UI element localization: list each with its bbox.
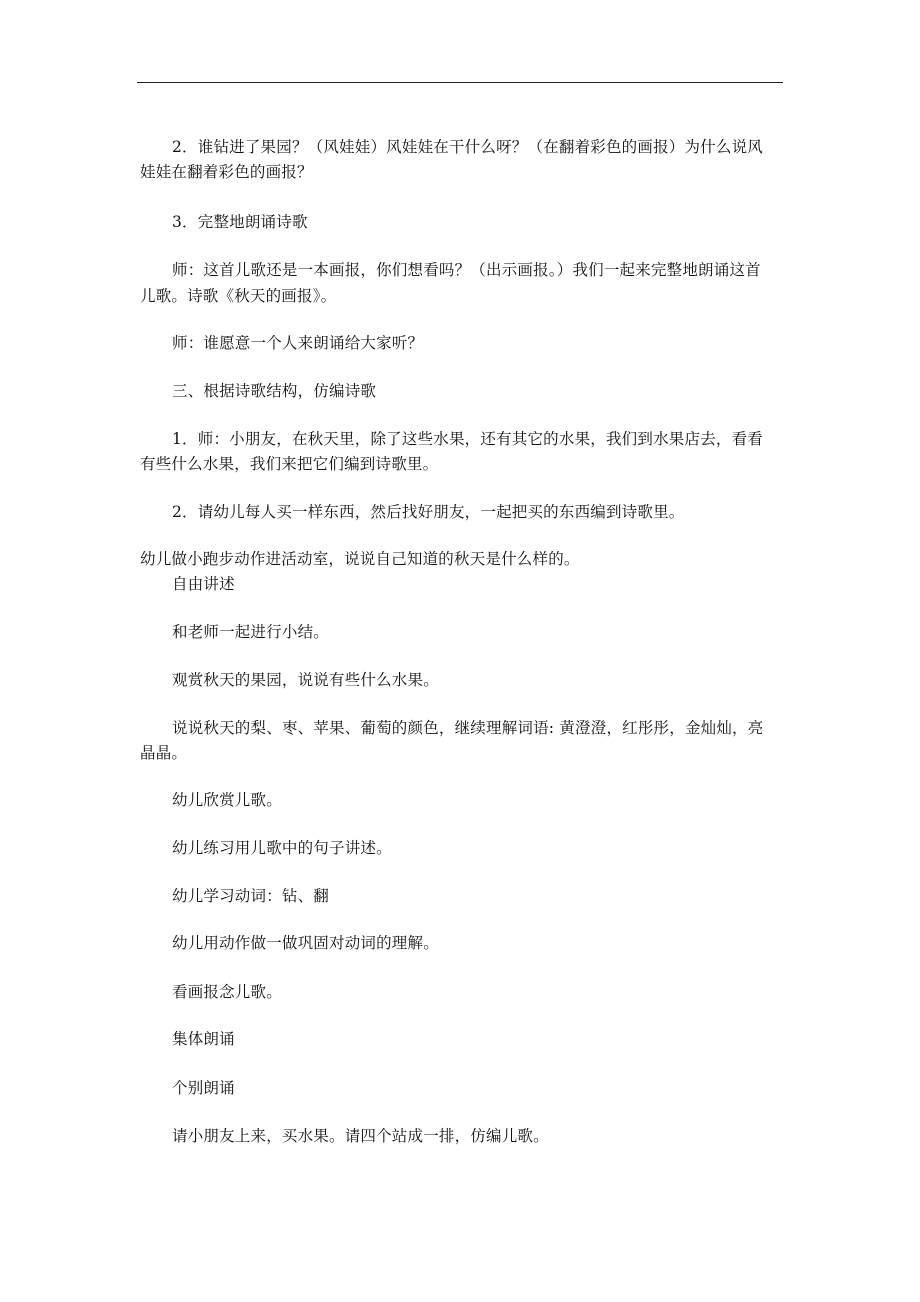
text-line: 幼儿练习用儿歌中的句子讲述。 [172, 839, 392, 857]
section-heading: 三、根据诗歌结构，仿编诗歌 [172, 382, 377, 400]
text-line: 和老师一起进行小结。 [172, 623, 330, 641]
text-line: 幼儿做小跑步动作进活动室，说说自己知道的秋天是什么样的。 [140, 550, 580, 568]
text-line: 集体朗诵 [172, 1030, 235, 1048]
text-line: 幼儿欣赏儿歌。 [172, 791, 282, 809]
text-line: 娃娃在翻着彩色的画报？ [140, 163, 313, 181]
text-line: 儿歌。诗歌《秋天的画报》。 [140, 287, 337, 305]
text-line: 师：这首儿歌还是一本画报，你们想看吗？（出示画报。）我们一起来完整地朗诵这首 [172, 261, 761, 279]
text-line: 2．谁钻进了果园？（风娃娃）风娃娃在干什么呀？（在翻着彩色的画报）为什么说风 [172, 138, 763, 156]
text-line: 师：谁愿意一个人来朗诵给大家听？ [172, 334, 424, 352]
text-line: 自由讲述 [172, 575, 235, 593]
text-line: 个别朗诵 [172, 1079, 235, 1097]
text-line: 3．完整地朗诵诗歌 [172, 213, 308, 231]
text-line: 幼儿学习动词：钻、翻 [172, 887, 330, 905]
text-line: 说说秋天的梨、枣、苹果、葡萄的颜色，继续理解词语: 黄澄澄，红彤彤，金灿灿，亮 [172, 719, 764, 737]
text-line: 观赏秋天的果园，说说有些什么水果。 [172, 671, 439, 689]
text-line: 1．师：小朋友，在秋天里，除了这些水果，还有其它的水果，我们到水果店去，看看 [172, 430, 763, 448]
text-line: 请小朋友上来，买水果。请四个站成一排，仿编儿歌。 [172, 1127, 549, 1145]
text-line: 晶晶。 [140, 744, 188, 762]
text-line: 幼儿用动作做一做巩固对动词的理解。 [172, 934, 439, 952]
text-line: 有些什么水果，我们来把它们编到诗歌里。 [140, 455, 439, 473]
header-rule [137, 82, 783, 83]
text-line: 看画报念儿歌。 [172, 983, 282, 1001]
text-line: 2．请幼儿每人买一样东西，然后找好朋友，一起把买的东西编到诗歌里。 [172, 503, 685, 521]
